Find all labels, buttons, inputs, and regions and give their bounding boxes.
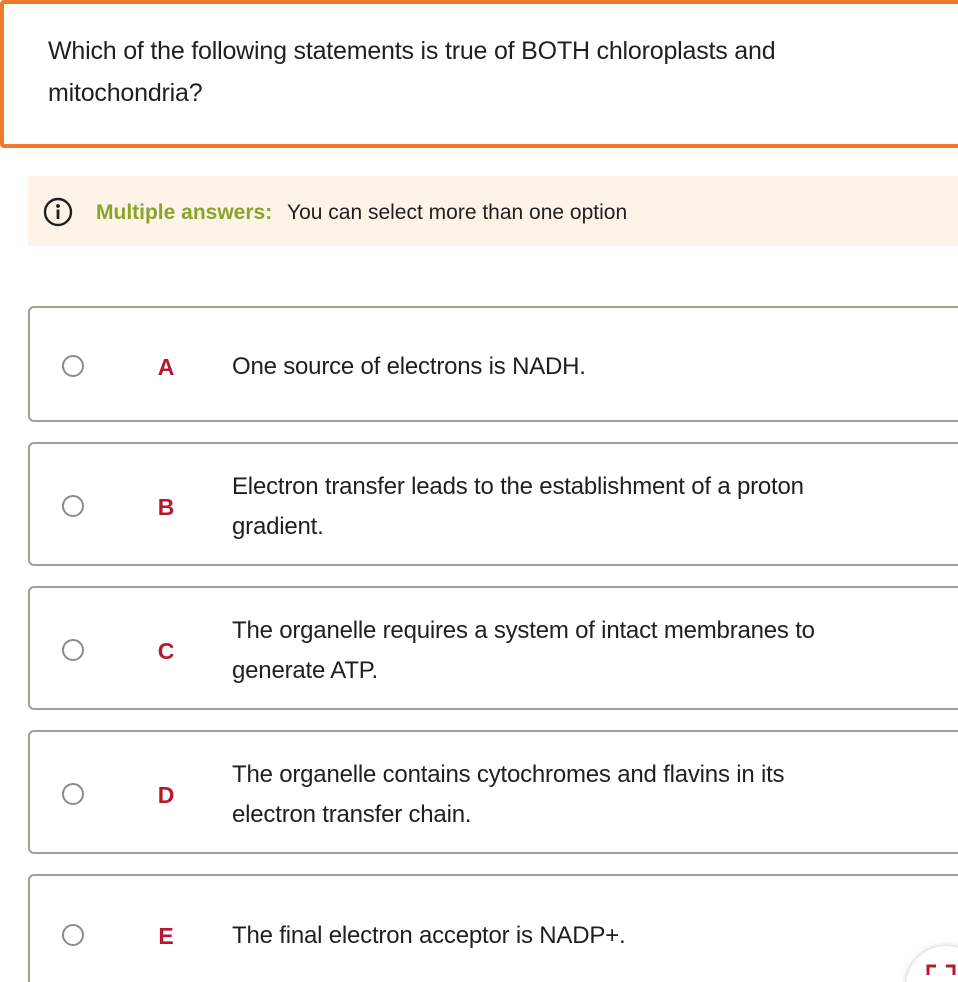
option-text (232, 611, 912, 691)
option-letter: C (157, 638, 175, 664)
radio-button[interactable] (62, 495, 84, 517)
option-text-line: generate ATP. (232, 657, 378, 684)
multiple-answers-notice (28, 176, 958, 246)
radio-button[interactable] (62, 924, 84, 946)
radio-button[interactable] (62, 639, 84, 661)
option-text-line: gradient. (232, 513, 324, 540)
answer-option-b[interactable] (28, 442, 958, 566)
notice-text: You can select more than one option (287, 201, 628, 224)
radio-button[interactable] (62, 783, 84, 805)
answer-option-d[interactable] (28, 730, 958, 854)
option-text (232, 347, 912, 387)
option-letter: B (157, 494, 175, 520)
radio-button[interactable] (62, 355, 84, 377)
answer-option-e[interactable] (28, 874, 958, 982)
question-card (0, 0, 958, 148)
option-text-line: The final electron acceptor is NADP+. (232, 922, 626, 949)
expand-icon (926, 964, 956, 976)
option-text-line: electron transfer chain. (232, 801, 472, 828)
answer-option-c[interactable] (28, 586, 958, 710)
question-line: Which of the following statements is true of BOTH chloroplasts and (48, 37, 776, 65)
question-text (48, 30, 888, 114)
option-text-line: One source of electrons is NADH. (232, 353, 586, 380)
info-icon (43, 197, 73, 227)
question-line: mitochondria? (48, 79, 203, 107)
option-text (232, 755, 912, 835)
option-text (232, 467, 912, 547)
option-text-line: The organelle requires a system of intact membranes to (232, 617, 815, 644)
option-letter: E (158, 923, 174, 949)
option-text-line: The organelle contains cytochromes and flavins in its (232, 761, 785, 788)
option-text (232, 916, 912, 956)
answer-option-a[interactable] (28, 306, 958, 422)
option-letter: D (157, 782, 175, 808)
notice-title: Multiple answers: (96, 201, 273, 224)
option-text-line: Electron transfer leads to the establishment of a proton (232, 473, 804, 500)
option-letter: A (157, 354, 175, 380)
